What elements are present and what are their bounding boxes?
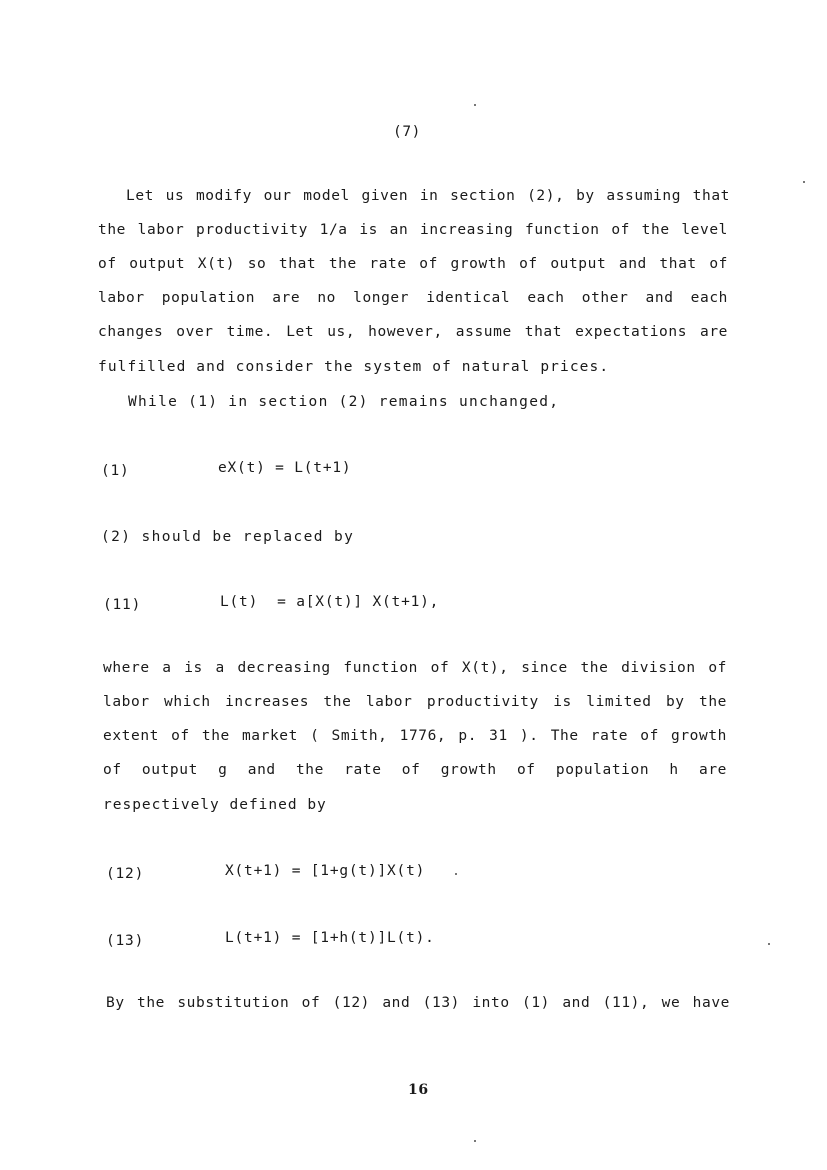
paragraph-line: respectively defined by xyxy=(103,797,327,813)
paragraph-line: labor population are no longer identical each other and each xyxy=(98,290,728,306)
scan-speck xyxy=(803,181,805,183)
paragraph-line: changes over time. Let us, however, assume that expectations are xyxy=(98,324,728,340)
equation-number: (12) xyxy=(106,866,145,882)
equation-number: (1) xyxy=(101,463,130,479)
page-number: 16 xyxy=(408,1082,429,1098)
paragraph-line: extent of the market ( Smith, 1776, p. 31 ). The rate of growth xyxy=(103,728,727,744)
equation-expression: X(t+1) = [1+g(t)]X(t) xyxy=(225,863,426,879)
paragraph-line: While (1) in section (2) remains unchanged, xyxy=(128,394,560,410)
equation-expression: eX(t) = L(t+1) xyxy=(218,460,352,476)
scan-speck xyxy=(474,104,476,106)
scan-speck xyxy=(455,873,457,875)
paragraph-line: of output g and the rate of growth of population h are xyxy=(103,762,727,778)
equation-expression: L(t) = a[X(t)] X(t+1), xyxy=(220,594,440,610)
paragraph-line: the labor productivity 1/a is an increasing function of the level xyxy=(98,222,728,238)
paragraph-line: Let us modify our model given in section (2), by assuming that xyxy=(126,188,730,204)
paragraph-line: By the substitution of (12) and (13) into (1) and (11), we have xyxy=(106,995,730,1011)
text-line: (2) should be replaced by xyxy=(101,529,355,545)
paragraph-line: of output X(t) so that the rate of growth of output and that of xyxy=(98,256,728,272)
equation-number: (13) xyxy=(106,933,145,949)
section-marker: (7) xyxy=(393,124,421,140)
paragraph-line: labor which increases the labor productivity is limited by the xyxy=(103,694,727,710)
equation-number: (11) xyxy=(103,597,142,613)
paragraph-line: fulfilled and consider the system of natural prices. xyxy=(98,359,610,375)
equation-expression: L(t+1) = [1+h(t)]L(t). xyxy=(225,930,435,946)
paragraph-line: where a is a decreasing function of X(t), since the division of xyxy=(103,660,727,676)
scan-speck xyxy=(768,943,770,945)
scan-speck xyxy=(474,1140,476,1142)
